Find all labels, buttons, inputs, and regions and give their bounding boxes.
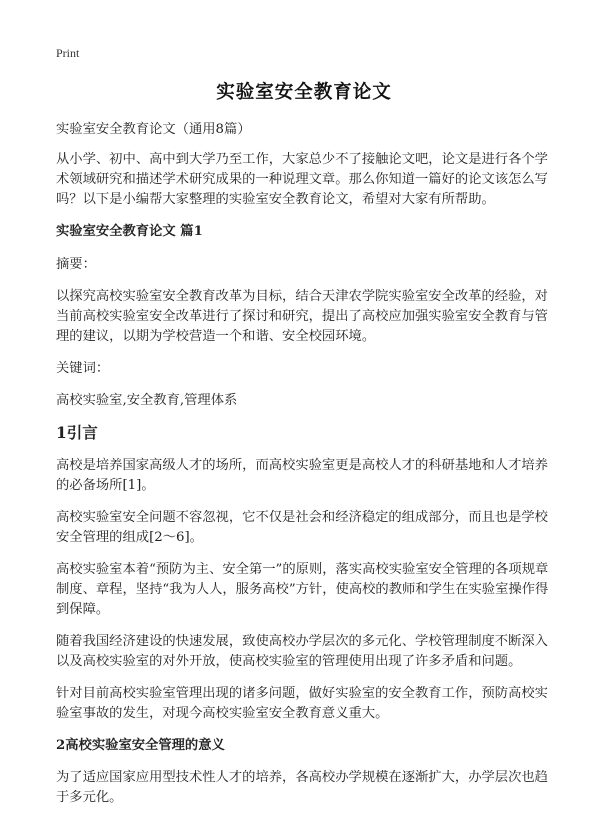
section1-paragraph: 高校实验室安全问题不容忽视，它不仅是社会和经济稳定的组成部分，而且也是学校安全管理的组成[2～6]。	[56, 510, 548, 545]
section1-paragraph: 针对目前高校实验室管理出现的诸多问题，做好实验室的安全教育工作，预防高校实验室事故的发生，对现今高校实验室安全教育意义重大。	[56, 686, 548, 721]
section1-paragraph: 随着我国经济建设的快速发展，致使高校办学层次的多元化、学校管理制度不断深入以及高校实验室的对外开放，使高校实验室的管理使用出现了许多矛盾和问题。	[56, 634, 548, 669]
intro-paragraph: 从小学、初中、高中到大学乃至工作，大家总少不了接触论文吧，论文是进行各个学术领域研究和描述学术研究成果的一种说理文章。那么你知道一篇好的论文该怎么写吗？以下是小编帮大家整理的实验室安全教育论文，希望对大家有所帮助。	[56, 152, 548, 207]
section2-paragraph: 为了适应国家应用型技术性人才的培养，各高校办学规模在逐渐扩大，办学层次也趋于多元化。	[56, 770, 548, 805]
article-heading: 实验室安全教育论文 篇1	[56, 224, 203, 239]
keywords-text: 高校实验室,安全教育,管理体系	[56, 393, 238, 408]
section1-paragraph: 高校是培养国家高级人才的场所，而高校实验室更是高校人才的科研基地和人才培养的必备场所[1]。	[56, 458, 548, 493]
document-content	[56, 78, 552, 820]
document-title: 实验室安全教育论文	[216, 82, 392, 103]
section1-heading: 1引言	[56, 423, 98, 442]
section1-paragraph: 高校实验室本着“预防为主、安全第一”的原则，落实高校实验室安全管理的各项规章制度、章程，坚持“我为人人，服务高校”方针，使高校的教师和学生在实验室操作得到保障。	[56, 562, 549, 617]
print-link[interactable]: Print	[56, 46, 80, 60]
abstract-label: 摘要：	[56, 257, 96, 272]
section2-heading: 2高校实验室安全管理的意义	[56, 738, 225, 753]
keywords-label: 关键词：	[56, 361, 110, 376]
document-subtitle: 实验室安全教育论文（通用8篇）	[56, 122, 251, 137]
abstract-text: 以探究高校实验室安全教育改革为目标，结合天津农学院实验室安全改革的经验，对当前高校实验室安全改革进行了探讨和研究，提出了高校应加强实验室安全教育与管理的建议，以期为学校营造一个和谐、安全校园环境。	[56, 289, 548, 344]
